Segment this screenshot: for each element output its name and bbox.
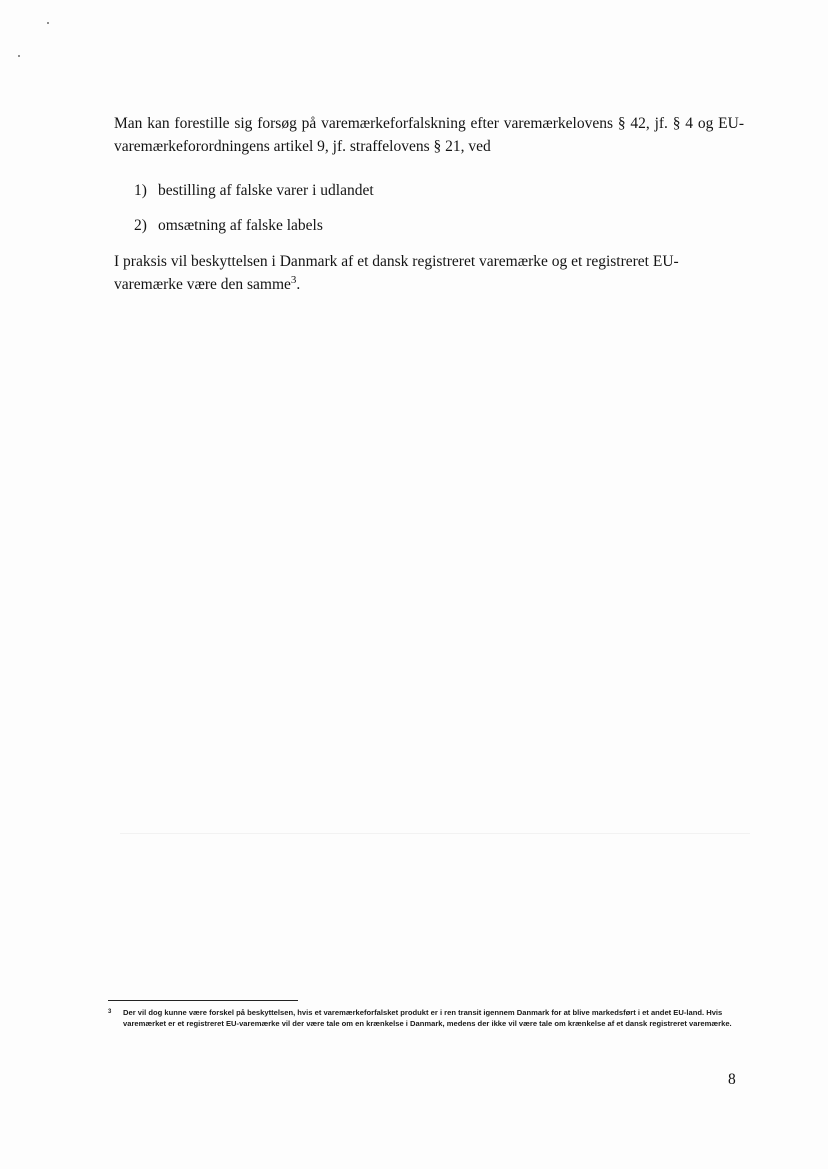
body-paragraph-2-text: I praksis vil beskyttelsen i Danmark af et dansk registreret varemærke og et registreret EU-varemærke være den samme bbox=[114, 253, 679, 293]
list-item bbox=[134, 179, 374, 202]
list-item-1-wrapper bbox=[134, 179, 374, 202]
body-paragraph-2 bbox=[114, 250, 744, 296]
footnote-separator bbox=[108, 1000, 298, 1001]
list-item-2-wrapper bbox=[134, 214, 323, 237]
body-paragraph-1: Man kan forestille sig forsøg på varemærkeforfalskning efter varemærkelovens § 42, jf. § 4 og EU-varemærkeforordningens artikel 9, jf. straffelovens § 21, ved bbox=[114, 115, 744, 155]
body-paragraph-2-tail: . bbox=[296, 276, 301, 293]
scan-speck bbox=[18, 55, 20, 57]
faint-divider bbox=[120, 833, 750, 834]
list-item-text: omsætning af falske labels bbox=[158, 217, 323, 234]
footnote-reference[interactable]: 3 bbox=[290, 274, 297, 286]
list-item bbox=[134, 214, 323, 237]
footnote bbox=[108, 1008, 738, 1029]
footnote-text: Der vil dog kunne være forskel på beskyttelsen, hvis et varemærkeforfalsket produkt er i ren transit igennem Danmark for at blive markedsført i et andet EU-land. Hvis varemærket er et registreret EU-varemærke vil der være tale om en krænkelse i Danmark, medens der ikke vil være tale om krænkelse af et dansk registreret varemærke. bbox=[123, 1008, 732, 1028]
page-number: 8 bbox=[728, 1071, 736, 1088]
footnote-number: 3 bbox=[108, 1009, 112, 1015]
list-item-number: 2) bbox=[134, 217, 147, 234]
scan-speck bbox=[47, 22, 49, 24]
list-item-text: bestilling af falske varer i udlandet bbox=[158, 182, 374, 199]
list-item-number: 1) bbox=[134, 182, 147, 199]
